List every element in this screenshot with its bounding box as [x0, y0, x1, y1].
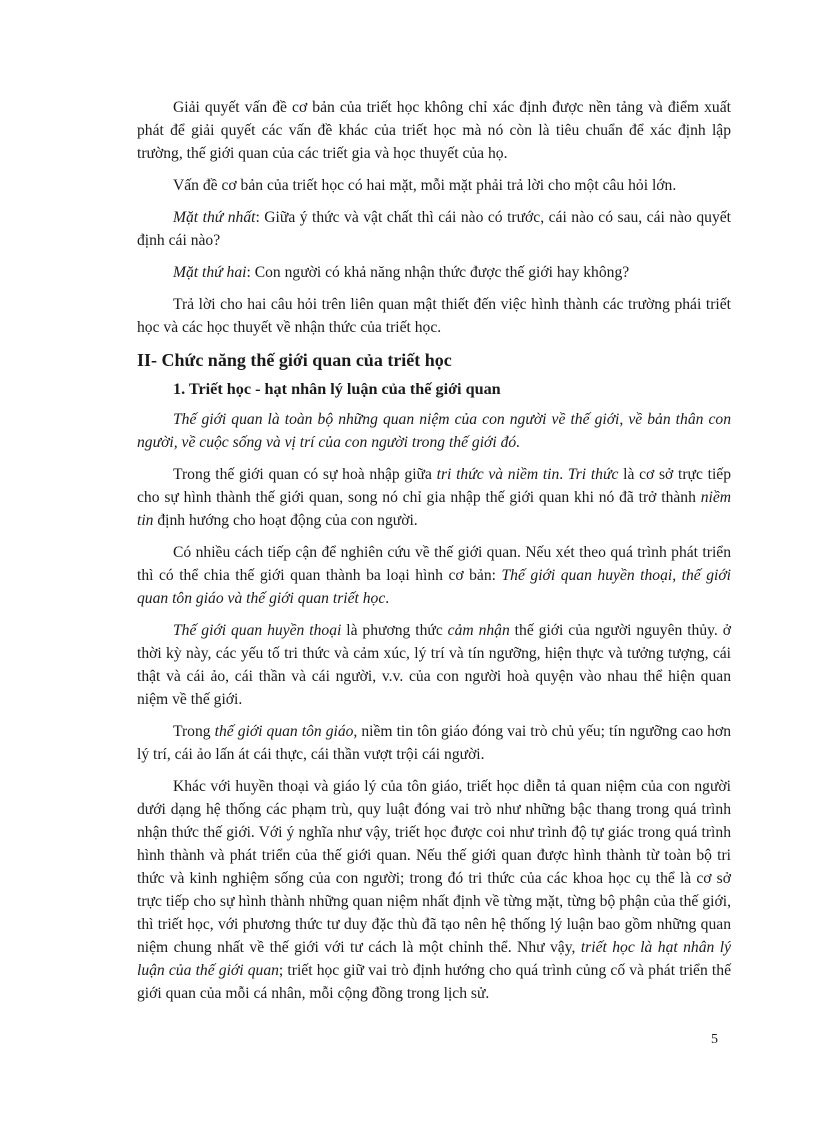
paragraph-philosophy-core [137, 775, 731, 1005]
first-side-text: : Giữa ý thức và vật chất thì cái nào có trước, cái nào có sau, cái nào quyết định cái nào? [137, 209, 731, 249]
emphasis-three-types: Thế giới quan huyền thoại, thế giới quan tôn giáo và thế giới quan triết học [137, 567, 731, 607]
paragraph-religious [137, 720, 731, 766]
text-segment: . [385, 590, 390, 607]
text-segment: là phương thức [341, 622, 448, 639]
emphasis-knowledge: Tri thức [567, 466, 619, 483]
text-segment: là cơ sở trực tiếp cho sự hình thành thế giới quan, song nó chỉ gia nhập thế giới quan khi nó đã trở thành [137, 466, 732, 506]
emphasis-religious: thế giới quan tôn giáo, [214, 723, 358, 740]
emphasis-mythical: Thế giới quan huyền thoại [173, 622, 342, 639]
emphasis-theoretical-core: triết học là hạt nhân lý luận của thế giới quan [137, 939, 732, 979]
text-segment: thế giới của người nguyên thủy. ở thời kỳ này, các yếu tố tri thức và cảm xúc, lý trí và tín ngưỡng, hiện thực và tưởng tượng, cái thật và cái ảo, cái thần và cái người, v.v. của con người hoà quyện vào nhau thể hiện quan niệm về thế giới. [137, 622, 731, 708]
text-segment: Khác với huyền thoại và giáo lý của tôn giáo, triết học diễn tả quan niệm của con người dưới dạng hệ thống các phạm trù, quy luật đóng vai trò như những bậc thang trong quá trình nhận thức thế giới. Với ý nghĩa như vậy, triết học được coi như trình độ tự giác trong quá trình hình thành và phát triển của thế giới quan. Nếu thế giới quan được hình thành từ toàn bộ tri thức và kinh nghiệm sống của con người; trong đó tri thức của các khoa học cụ thể là cơ sở trực tiếp cho sự hình thành những quan niệm nhất định về từng mặt, từng bộ phận của thế giới, thì triết học, với phương thức tư duy đặc thù đã tạo nên hệ thống lý luận bao gồm những quan niệm chung nhất về thế giới với tư cách là một chỉnh thể. Như vậy, [137, 778, 731, 956]
paragraph-first-side [137, 206, 731, 252]
text-segment: định hướng cho hoạt động của con người. [153, 512, 418, 529]
paragraph-answers: Trả lời cho hai câu hỏi trên liên quan mật thiết đến việc hình thành các trường phái triết học và các học thuyết về nhận thức của triết học. [137, 296, 731, 336]
text-segment: niềm tin tôn giáo đóng vai trò chủ yếu; tín ngưỡng cao hơn lý trí, cái ảo lấn át cái thực, cái thần vượt trội cái người. [137, 723, 731, 763]
text-segment: ; triết học giữ vai trò định hướng cho quá trình củng cố và phát triển thế giới quan của mỗi cá nhân, mỗi cộng đồng trong lịch sử. [137, 962, 731, 1002]
text-segment: Trong thế giới quan có sự hoà nhập giữa [173, 466, 437, 483]
paragraph-definition: Thế giới quan là toàn bộ những quan niệm của con người về thế giới, về bản thân con người, về cuộc sống và vị trí của con người trong thế giới đó. [137, 411, 731, 451]
text-segment: . [559, 466, 568, 483]
page-content [137, 96, 731, 1014]
paragraph-basic-problem: Giải quyết vấn đề cơ bản của triết học không chỉ xác định được nền tảng và điểm xuất phát để giải quyết các vấn đề khác của triết học mà nó còn là tiêu chuẩn để xác định lập trường, thế giới quan của các triết gia và học thuyết của họ. [137, 99, 731, 162]
subsection-heading: 1. Triết học - hạt nhân lý luận của thế giới quan [173, 380, 501, 398]
emphasis-knowledge-belief: tri thức và niềm tin [436, 466, 560, 483]
text-segment: Trong [173, 723, 215, 740]
paragraph-two-sides: Vấn đề cơ bản của triết học có hai mặt, mỗi mặt phải trả lời cho một câu hỏi lớn. [173, 177, 677, 194]
page-number: 5 [711, 1032, 718, 1047]
text-segment: Có nhiều cách tiếp cận để nghiên cứu về thế giới quan. Nếu xét theo quá trình phát triển thì có thể chia thế giới quan thành ba loại hình cơ bản: [137, 544, 731, 584]
paragraph-mythical [137, 619, 731, 711]
paragraph-second-side [137, 261, 731, 284]
emphasis-belief: niềm tin [137, 489, 731, 529]
second-side-text: : Con người có khả năng nhận thức được thế giới hay không? [246, 264, 630, 281]
second-side-label: Mặt thứ hai [173, 264, 247, 281]
paragraph-knowledge-belief [137, 463, 731, 532]
section-heading: II- Chức năng thế giới quan của triết học [137, 350, 452, 370]
paragraph-approaches [137, 541, 731, 610]
first-side-label: Mặt thứ nhất [173, 209, 256, 226]
emphasis-perception: cảm nhận [447, 622, 510, 639]
